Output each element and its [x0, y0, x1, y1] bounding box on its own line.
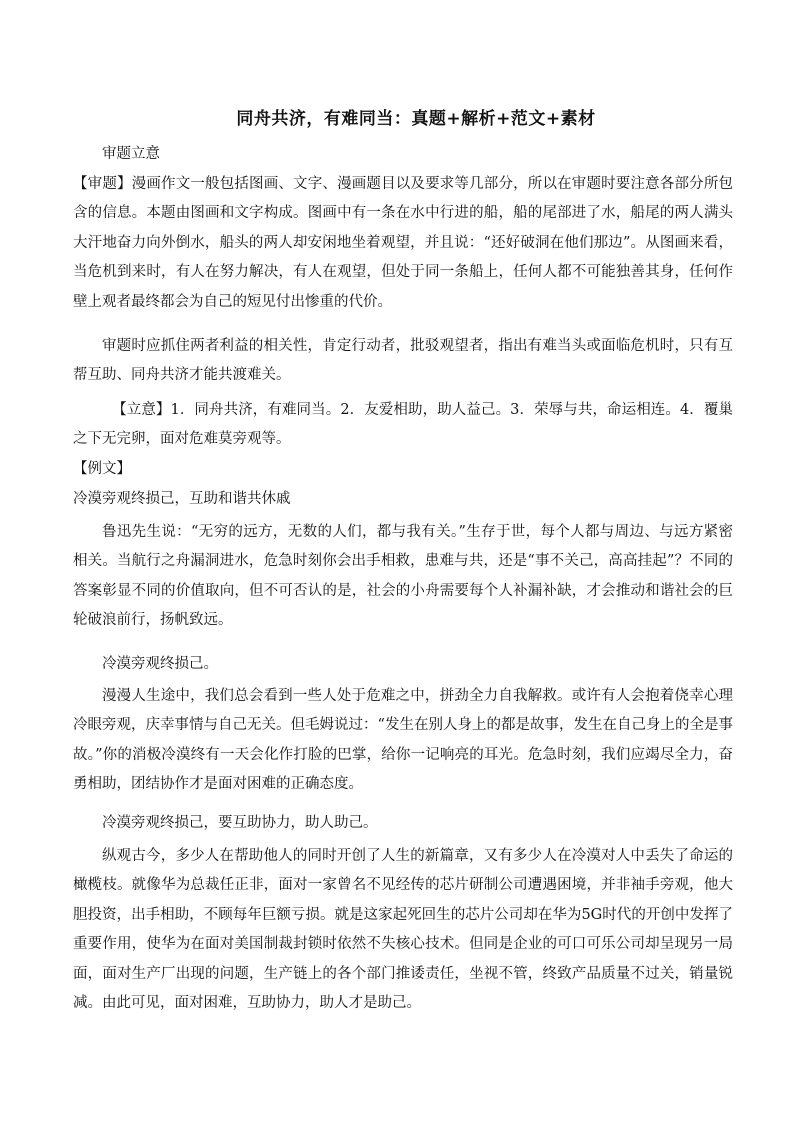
- paragraph-shenti-2: 审题时应抓住两者利益的相关性，肯定行动者，批驳观望者，指出有难当头或面临危机时，只有互帮互助、同舟共济才能共渡难关。: [73, 338, 733, 384]
- document-title: 同舟共济，有难同当：真题+解析+范文+素材: [236, 109, 596, 129]
- essay-paragraph-2: 冷漠旁观终损己。: [102, 656, 218, 672]
- paragraph-shenti: 【审题】漫画作文一般包括图画、文字、漫画题目以及要求等几部分，所以在审题时要注意各部分所包含的信息。本题由图画和文字构成。图画中有一条在水中行进的船，船的尾部进了水，船尾的两人满头大汗地奋力向外倒水，船头的两人却安闲地坐着观望，并且说：“还好破洞在他们那边”。从图画来看，当危机到来时，有人在努力解决，有人在观望，但处于同一条船上，任何人都不可能独善其身，任何作壁上观者最终都会为自己的短见付出惨重的代价。: [73, 176, 733, 310]
- paragraph-liyi: 【立意】1．同舟共济，有难同当。2．友爱相助，助人益己。3．荣辱与共，命运相连。4．覆巢之下无完卵，面对危难莫旁观等。: [73, 402, 733, 448]
- essay-paragraph-4: 冷漠旁观终损己，要互助协力，助人助己。: [102, 815, 378, 831]
- section-heading-shenti-liyi: 审题立意: [102, 146, 160, 162]
- essay-title: 冷漠旁观终损己，互助和谐共休戚: [73, 491, 291, 507]
- essay-paragraph-5: 纵观古今，多少人在帮助他人的同时开创了人生的新篇章，又有多少人在冷漠对人中丢失了命运的橄榄枝。就像华为总裁任正非，面对一家曾名不见经传的芯片研制公司遭遇困境，并非袖手旁观，他大胆投资，出手相助，不顾每年巨额亏损。就是这家起死回生的芯片公司却在华为5G时代的开创中发挥了重要作用，使华为在面对美国制裁封锁时依然不失核心技术。但同是企业的可口可乐公司却呈现另一局面，面对生产厂出现的问题，生产链上的各个部门推诿责任，坐视不管，终致产品质量不过关，销量锐减。由此可见，面对困难，互助协力，助人才是助己。: [73, 848, 733, 1012]
- essay-paragraph-1: 鲁迅先生说：“无穷的远方，无数的人们，都与我有关。”生存于世，每个人都与周边、与远方紧密相关。当航行之舟漏洞进水，危急时刻你会出手相救，患难与共，还是“事不关己，高高挂起”？不同的答案彰显不同的价值取向，但不可否认的是，社会的小舟需要每个人补漏补缺，才会推动和谐社会的巨轮破浪前行，扬帆致远。: [73, 524, 733, 629]
- label-liwen: 【例文】: [73, 461, 131, 477]
- essay-paragraph-3: 漫漫人生途中，我们总会看到一些人处于危难之中，拼劲全力自我解救。或许有人会抱着侥幸心理冷眼旁观，庆幸事情与自己无关。但毛姆说过：“发生在别人身上的都是故事，发生在自己身上的全是事故。”你的消极冷漠终有一天会化作打脸的巴掌，给你一记响亮的耳光。危急时刻，我们应竭尽全力，奋勇相助，团结协作才是面对困难的正确态度。: [73, 688, 733, 793]
